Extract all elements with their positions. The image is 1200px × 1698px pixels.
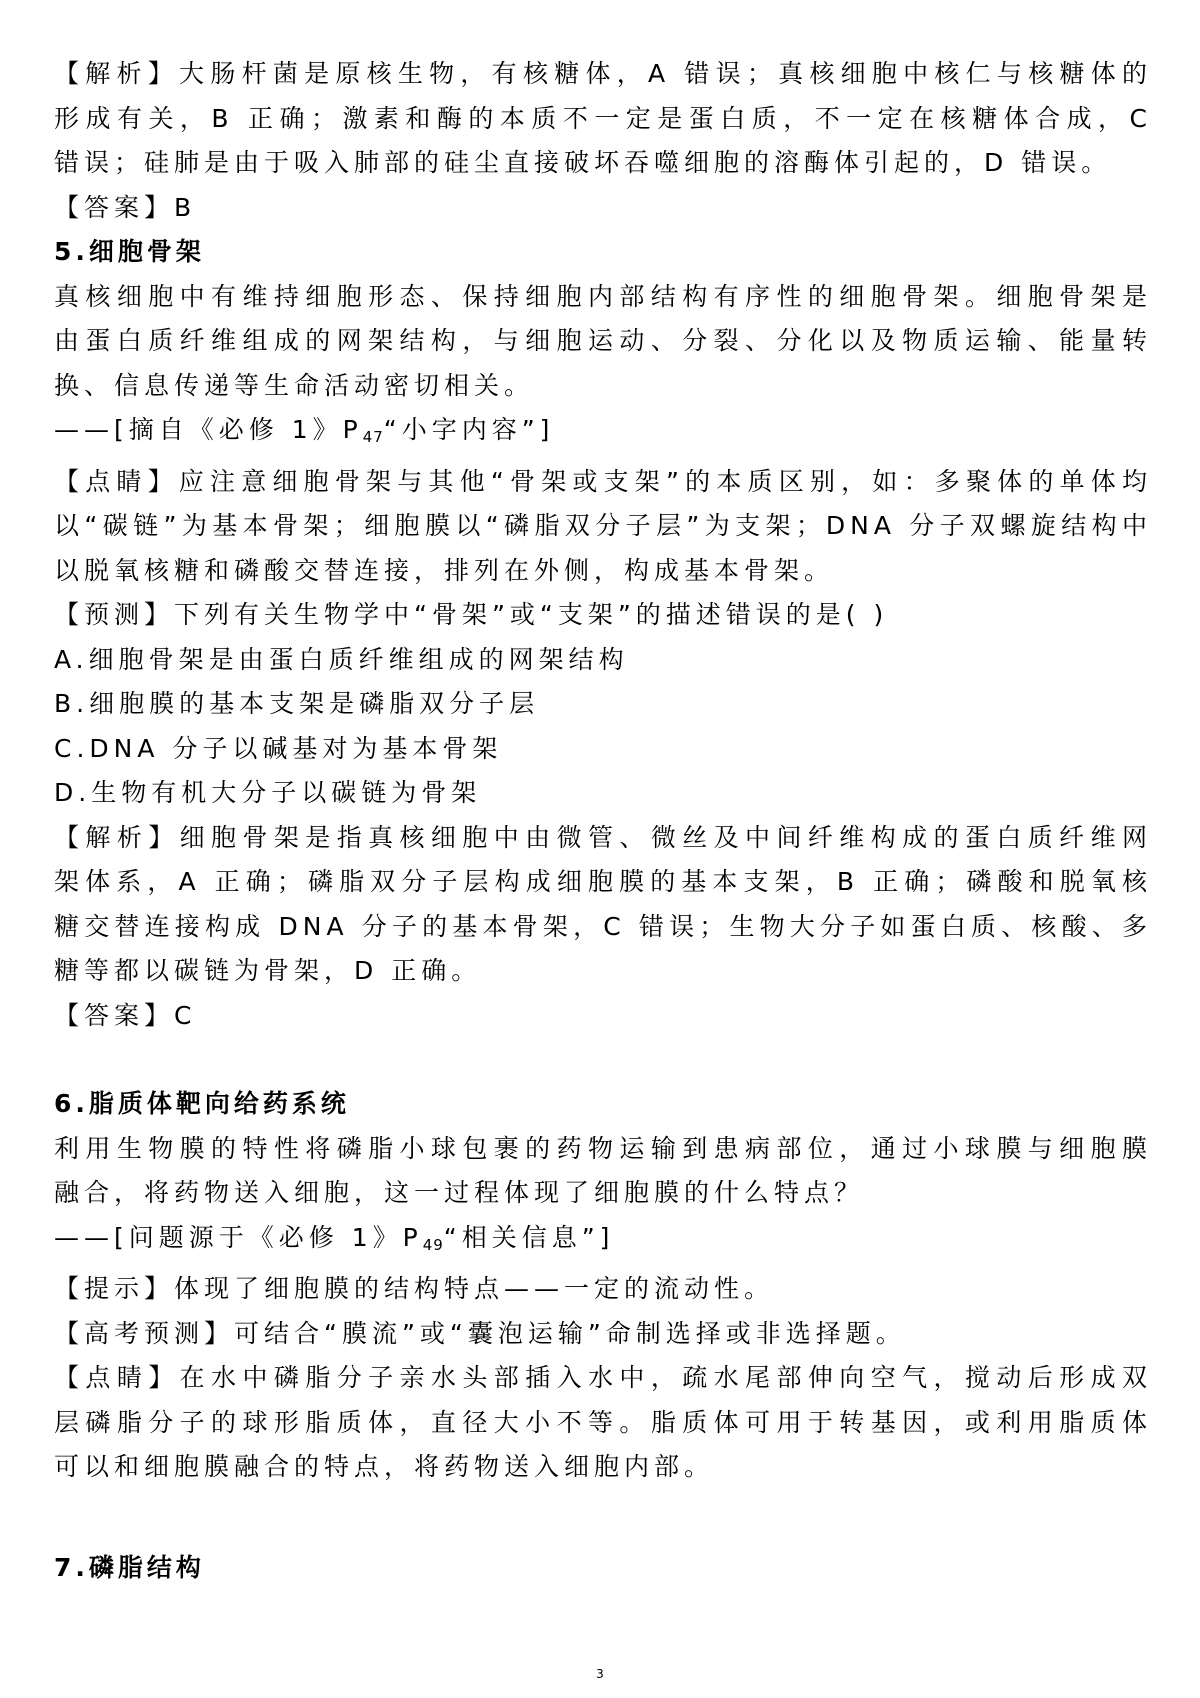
page-subscript: 49	[422, 1235, 444, 1254]
section-heading: 5.细胞骨架	[54, 237, 205, 266]
note-line: 可以和细胞膜融合的特点，将药物送入细胞内部。	[54, 1452, 715, 1481]
spacer	[54, 1490, 1152, 1546]
source-prefix: ——[摘自《必修 1》P	[54, 415, 363, 444]
note-line: 层磷脂分子的球形脂质体，直径大小不等。脂质体可用于转基因，或利用脂质体	[54, 1407, 1152, 1437]
page-subscript: 47	[362, 428, 384, 446]
analysis-line: 【解析】大肠杆菌是原核生物，有核糖体，A 错误；真核细胞中核仁与核糖体的	[54, 59, 1152, 88]
body-line: 换、信息传递等生命活动密切相关。	[54, 370, 535, 400]
body-line: 由蛋白质纤维组成的网架结构，与细胞运动、分裂、分化以及物质运输、能量转	[54, 326, 1152, 355]
source-prefix: ——[问题源于《必修 1》P	[54, 1222, 423, 1252]
source-suffix: “相关信息”]	[443, 1222, 615, 1252]
body-line: 真核细胞中有维持细胞形态、保持细胞内部结构有序性的细胞骨架。细胞骨架是	[54, 281, 1152, 311]
option-d: D.生物有机大分子以碳链为骨架	[54, 778, 482, 807]
page-number: 3	[596, 1667, 604, 1681]
section-heading: 6.脂质体靶向给药系统	[54, 1089, 350, 1118]
hint-line: 【提示】体现了细胞膜的结构特点——一定的流动性。	[54, 1274, 775, 1303]
analysis-line: 错误；硅肺是由于吸入肺部的硅尘直接破坏吞噬细胞的溶酶体引起的，D 错误。	[54, 148, 1112, 177]
option-a: A.细胞骨架是由蛋白质纤维组成的网架结构	[54, 644, 629, 674]
spacer	[54, 1038, 1152, 1082]
note-line: 【点睛】应注意细胞骨架与其他“骨架或支架”的本质区别，如：多聚体的单体均	[54, 466, 1152, 496]
answer-line: 【答案】C	[54, 1000, 197, 1030]
analysis-line: 形成有关，B 正确；激素和酶的本质不一定是蛋白质，不一定在核糖体合成，C	[54, 103, 1152, 133]
analysis-line: 架体系，A 正确；磷脂双分子层构成细胞膜的基本支架，B 正确；磷酸和脱氧核	[54, 867, 1152, 896]
note-line: 以脱氧核糖和磷酸交替连接，排列在外侧，构成基本骨架。	[54, 555, 835, 585]
option-b: B.细胞膜的基本支架是磷脂双分子层	[54, 689, 540, 718]
answer-line: 【答案】B	[54, 192, 197, 222]
option-c: C.DNA 分子以碱基对为基本骨架	[54, 733, 503, 763]
source-suffix: “小字内容”]	[383, 415, 555, 444]
section-heading: 7.磷脂结构	[54, 1552, 205, 1582]
source-line	[54, 1216, 1152, 1268]
note-line: 以“碳链”为基本骨架；细胞膜以“磷脂双分子层”为支架；DNA 分子双螺旋结构中	[54, 511, 1152, 540]
question-line: 【预测】下列有关生物学中“骨架”或“支架”的描述错误的是( )	[54, 600, 889, 629]
note-line: 【点睛】在水中磷脂分子亲水头部插入水中，疏水尾部伸向空气，搅动后形成双	[54, 1363, 1152, 1392]
analysis-line: 糖交替连接构成 DNA 分子的基本骨架，C 错误；生物大分子如蛋白质、核酸、多	[54, 911, 1152, 941]
body-line: 利用生物膜的特性将磷脂小球包裹的药物运输到患病部位，通过小球膜与细胞膜	[54, 1133, 1152, 1163]
analysis-line: 糖等都以碳链为骨架，D 正确。	[54, 956, 482, 985]
analysis-line: 【解析】细胞骨架是指真核细胞中由微管、微丝及中间纤维构成的蛋白质纤维网	[54, 822, 1152, 852]
exam-prediction-line: 【高考预测】可结合“膜流”或“囊泡运输”命制选择或非选择题。	[54, 1318, 906, 1348]
body-line: 融合，将药物送入细胞，这一过程体现了细胞膜的什么特点？	[54, 1178, 865, 1207]
source-line	[54, 408, 1152, 460]
